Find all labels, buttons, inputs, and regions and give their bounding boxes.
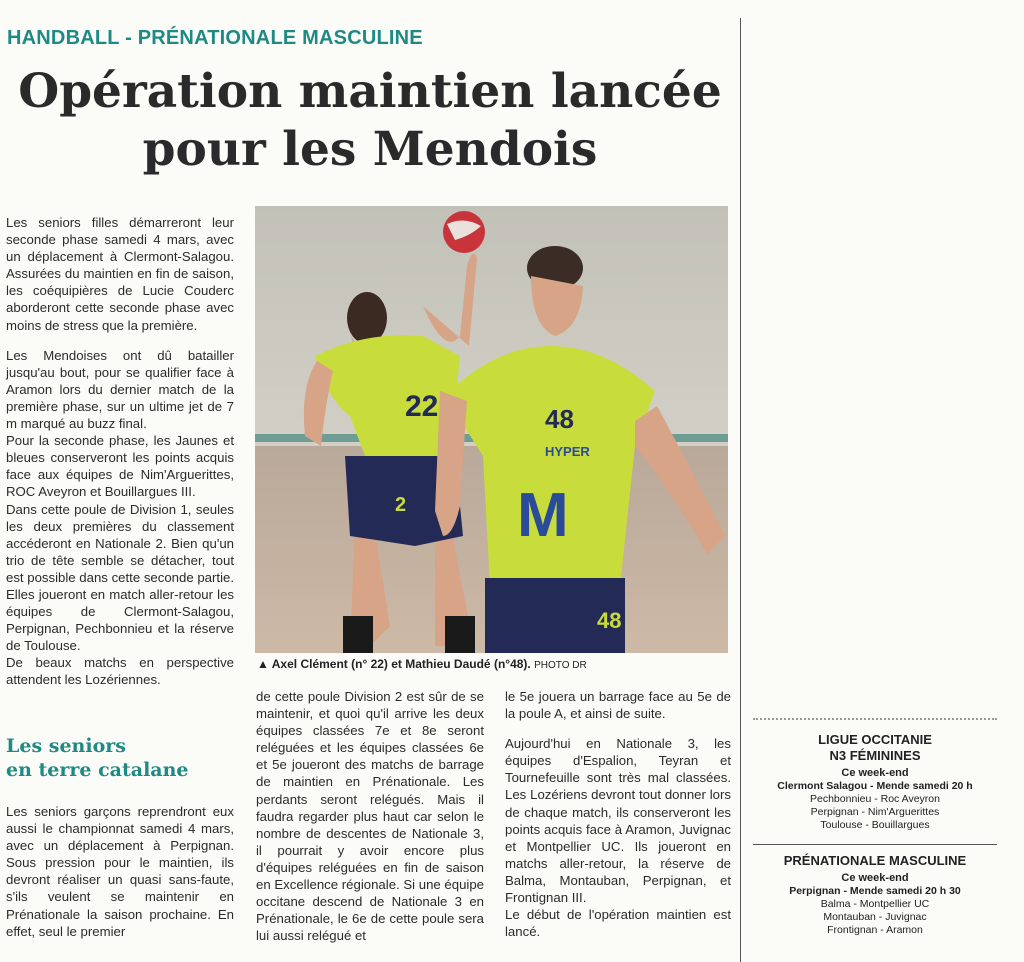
article-column-3 [505,688,731,940]
fixture-line: Perpignan - Mende samedi 20 h 30 [789,885,961,897]
paragraph: Dans cette poule de Division 1, seules les deux premières du classement accéderont en Nationale 2. Bien qu'un trio de tête semble se détacher, tout est possible dans cette seconde partie. [6,501,234,585]
sidebox-title-n3: N3 FÉMININES [829,748,921,763]
headline-line-1: Opération maintien lancée [18,64,722,119]
sidebox-separator [753,844,997,845]
shorts-number-48: 48 [597,608,622,633]
paragraph: Aujourd'hui en Nationale 3, les équipes d'Espalion, Teyran et Tournefeuille sont très mal classées. Les Lozériens devront tout donner lors de chaque match, ils conserveront les points acquis face à Aramon, Juvignac et Montpellier UC. Ils joueront en matchs aller-retour, la réserve de Balma, Montauban, Perpignan, et Frontignan III. [505,736,731,906]
dotted-divider [753,718,997,720]
jersey-number-48: 48 [545,404,574,434]
photo-credit: PHOTO DR [534,660,587,671]
headline [6,63,734,179]
handball-ball [443,211,485,253]
shorts-number-2: 2 [395,494,407,516]
fixture-line: Montauban - Juvignac [823,911,927,923]
paragraph: De beaux matchs en perspective attendent les Lozériennes. [6,655,234,688]
section-kicker: HANDBALL - PRÉNATIONALE MASCULINE [7,27,423,49]
headline-line-2: pour les Mendois [142,122,598,177]
results-sidebox [753,718,997,937]
subheading-line-2: en terre catalane [6,759,189,781]
paragraph: Elles joueront en match aller-retour les équipes de Clermont-Salagou, Perpignan, Pechbonnieu et la réserve de Toulouse. [6,586,234,654]
column-divider [740,18,741,962]
subheading-line-1: Les seniors [6,735,126,757]
paragraph: Pour la seconde phase, les Jaunes et bleues conserveront les points acquis face aux équipes de Nim'Arguerittes, ROC Aveyron et Bouillargues III. [6,433,234,500]
fixture-line: Toulouse - Bouillargues [820,819,930,831]
article-column-2 [256,688,484,944]
photo-illustration [255,206,728,653]
paragraph: Les Mendoises ont dû batailler jusqu'au bout, pour se qualifier face à Aramon lors du dernier match de la première phase, sur un ultime jet de 7 m marqué au buzz final. [6,347,234,432]
fixture-line: Clermont Salagou - Mende samedi 20 h [777,780,973,792]
sidebox-title-prenationale: PRÉNATIONALE MASCULINE [783,853,967,868]
fixture-line: Balma - Montpellier UC [820,898,930,910]
sidebox-title-league: LIGUE OCCITANIE [818,732,932,747]
article-column-1 [6,214,234,689]
paragraph: Les seniors garçons reprendront eux aussi le championnat samedi 4 mars, avec un déplacement à Perpignan. Sous pression pour le maintien, ils devront réaliser un quasi sans-faute, s'ils veulent se maintenir en Prénationale la saison prochaine. En effet, seul le premier [6,804,234,939]
jersey-number-22: 22 [405,390,439,423]
paragraph: le 5e jouera un barrage face au 5e de la poule A, et ainsi de suite. [505,689,731,722]
sidebox-weekend-label: Ce week-end [841,872,909,884]
sponsor-text: HYPER [545,444,590,459]
paragraph: Les seniors filles démarreront leur seconde phase samedi 4 mars, avec un déplacement à Clermont-Salagou. Assurées du maintien en fin de saison, les coéquipières de Lucie Couderc aborderont cette seconde phase avec moins de stress que la première. [6,215,234,333]
subheading [6,734,189,782]
match-photo [255,206,728,653]
fixture-line: Pechbonnieu - Roc Aveyron [810,793,940,805]
sidebox-weekend-label: Ce week-end [841,767,909,779]
paragraph: de cette poule Division 2 est sûr de se maintenir, et quoi qu'il arrive les deux équipes classées 7e et 8e seront reléguées et les équipes classées 6e et 5e joueront des matchs de barrage de maintien en Prénationale. Les perdants seront relégués. Mais il faudra regarder plus haut car selon le nombre de descentes de Nationale 3, il pourrait y avoir encore plus d'équipes reléguées en fin de saison en Excellence régionale. Si une équipe occitane descend de Nationale 3 en Prénationale, le 6e de cette poule sera lui aussi relégué et [256,689,485,944]
article-column-1-bottom [6,803,234,940]
caption-text: ▲ Axel Clément (n° 22) et Mathieu Daudé (n°48). [257,657,531,671]
fixture-line: Frontignan - Aramon [827,924,923,936]
fixture-line: Perpignan - Nim'Arguerittes [810,806,940,818]
photo-caption [257,657,587,671]
sponsor-logo: M [517,481,569,550]
paragraph: Le début de l'opération maintien est lancé. [505,907,731,940]
